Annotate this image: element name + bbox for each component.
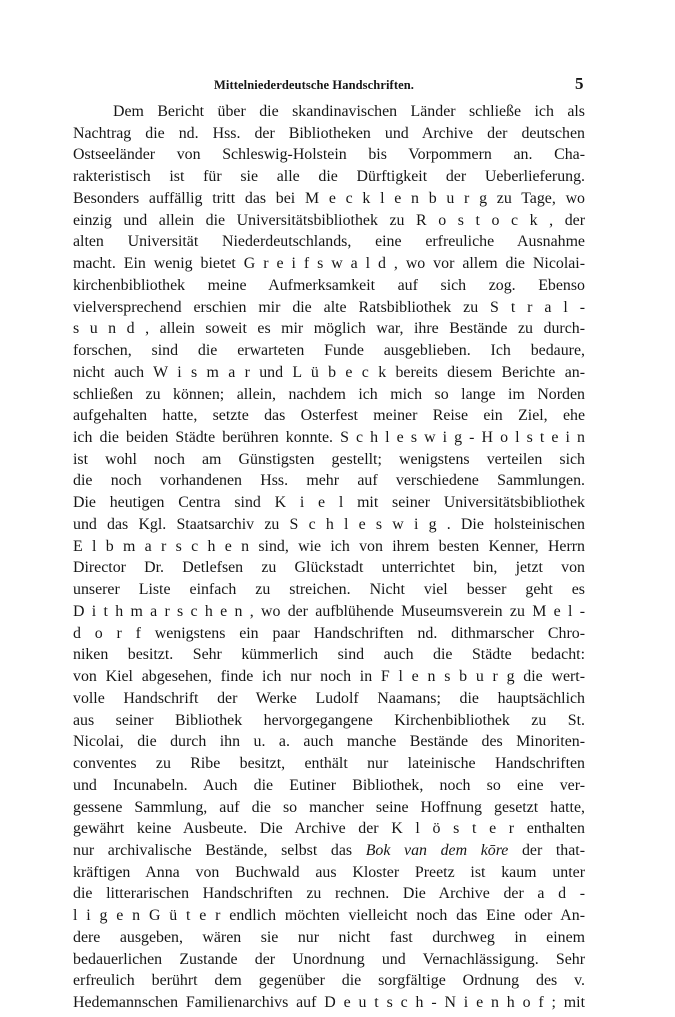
text-line: Hedemannschen Familienarchivs auf D e u t s c h - N i e n h o f ; mit bbox=[73, 994, 585, 1012]
running-title: Mittelniederdeutsche Handschriften. bbox=[214, 78, 415, 92]
text-line: ich die beiden Städte berühren konnte. S c h l e s w i g - H o l s t e i n bbox=[73, 429, 585, 447]
text-line: volle Handschrift der Werke Ludolf Naamans; die hauptsächlich bbox=[73, 689, 585, 707]
text-line: E l b m a r s c h e n sind, wie ich von ihrem besten Kenner, Herrn bbox=[73, 537, 585, 555]
text-line: Nicolai, die durch ihn u. a. auch manche Bestände des Minoriten- bbox=[73, 733, 585, 751]
text-line: nicht auch W i s m a r und L ü b e c k bereits diesem Berichte an- bbox=[73, 363, 585, 381]
text-run: nur archivalische Bestände, selbst das bbox=[73, 841, 366, 859]
text-line: Besonders auffällig tritt das bei M e c k l e n b u r g zu Tage, wo bbox=[73, 189, 585, 207]
text-line: Die heutigen Centra sind K i e l mit seiner Universitätsbibliothek bbox=[73, 494, 585, 512]
text-line: aus seiner Bibliothek hervorgegangene Kirchenbibliothek zu St. bbox=[73, 711, 585, 729]
text-line: die litterarischen Handschriften zu rechnen. Die Archive der a d - bbox=[73, 885, 585, 903]
text-line: dere ausgeben, wären sie nur nicht fast durchweg in einem bbox=[73, 928, 585, 946]
text-line: niken besitzt. Sehr kümmerlich sind auch die Städte bedacht: bbox=[73, 646, 585, 664]
text-line: rakteristisch ist für sie alle die Dürftigkeit der Ueberlieferung. bbox=[73, 168, 585, 186]
page-number: 5 bbox=[575, 74, 584, 93]
text-line: Director Dr. Detlefsen zu Glückstadt unterrichtet bin, jetzt von bbox=[73, 559, 585, 577]
text-line: s u n d , allein soweit es mir möglich war, ihre Bestände zu durch- bbox=[73, 320, 585, 338]
text-line: d o r f wenigstens ein paar Handschriften nd. dithmarscher Chro- bbox=[73, 624, 585, 642]
text-line: unserer Liste einfach zu streichen. Nicht viel besser geht es bbox=[73, 581, 585, 599]
running-head bbox=[0, 72, 675, 96]
text-line: von Kiel abgesehen, finde ich nur noch in F l e n s b u r g die wert- bbox=[73, 668, 585, 686]
text-line: schließen zu können; allein, nachdem ich mich so lange im Norden bbox=[73, 385, 585, 403]
text-line: einzig und allein die Universitätsbibliothek zu R o s t o c k , der bbox=[73, 211, 585, 229]
text-line: Ostseeländer von Schleswig-Holstein bis Vorpommern an. Cha- bbox=[73, 146, 585, 164]
text-line: erfreulich berührt dem gegenüber die sorgfältige Ordnung des v. bbox=[73, 972, 585, 990]
body-text bbox=[73, 101, 585, 1014]
text-line: ist wohl noch am Günstigsten gestellt; wenigstens verteilen sich bbox=[73, 450, 585, 468]
text-line: gessene Sammlung, auf die so mancher seine Hoffnung gesetzt hatte, bbox=[73, 798, 585, 816]
text-line: und das Kgl. Staatsarchiv zu S c h l e s w i g . Die holsteinischen bbox=[73, 515, 585, 533]
text-line: forschen, sind die erwarteten Funde ausgeblieben. Ich bedaure, bbox=[73, 342, 585, 360]
text-line: gewährt keine Ausbeute. Die Archive der K l ö s t e r enthalten bbox=[73, 820, 585, 838]
text-line: conventes zu Ribe besitzt, enthält nur lateinische Handschriften bbox=[73, 755, 585, 773]
text-run: der that- bbox=[508, 841, 586, 859]
text-line: Dem Bericht über die skandinavischen Länder schließe ich als bbox=[113, 103, 585, 120]
text-line: kirchenbibliothek meine Aufmerksamkeit auf sich zog. Ebenso bbox=[73, 276, 585, 294]
text-line: bedauerlichen Zustande der Unordnung und Vernachlässigung. Sehr bbox=[73, 950, 585, 968]
text-line: D i t h m a r s c h e n , wo der aufblühende Museumsverein zu M e l - bbox=[73, 602, 585, 620]
text-line: alten Universität Niederdeutschlands, eine erfreuliche Ausnahme bbox=[73, 233, 585, 251]
text-line: Nachtrag die nd. Hss. der Bibliotheken und Archive der deutschen bbox=[73, 124, 585, 142]
text-line: macht. Ein wenig bietet G r e i f s w a l d , wo vor allem die Nicolai- bbox=[73, 255, 585, 273]
text-line: kräftigen Anna von Buchwald aus Kloster Preetz ist kaum unter bbox=[73, 863, 585, 881]
text-line bbox=[73, 840, 585, 862]
text-line: aufgehalten hatte, setzte das Osterfest meiner Reise ein Ziel, ehe bbox=[73, 407, 585, 425]
text-line: vielversprechend erschien mir die alte Ratsbibliothek zu S t r a l - bbox=[73, 298, 585, 316]
italic-title: Bok van dem kōre bbox=[365, 841, 509, 859]
text-line: und Incunabeln. Auch die Eutiner Bibliothek, noch so eine ver- bbox=[73, 776, 585, 794]
text-line: die noch vorhandenen Hss. mehr auf verschiedene Sammlungen. bbox=[73, 472, 585, 490]
text-line: l i g e n G ü t e r endlich möchten vielleicht noch das Eine oder An- bbox=[73, 907, 585, 925]
